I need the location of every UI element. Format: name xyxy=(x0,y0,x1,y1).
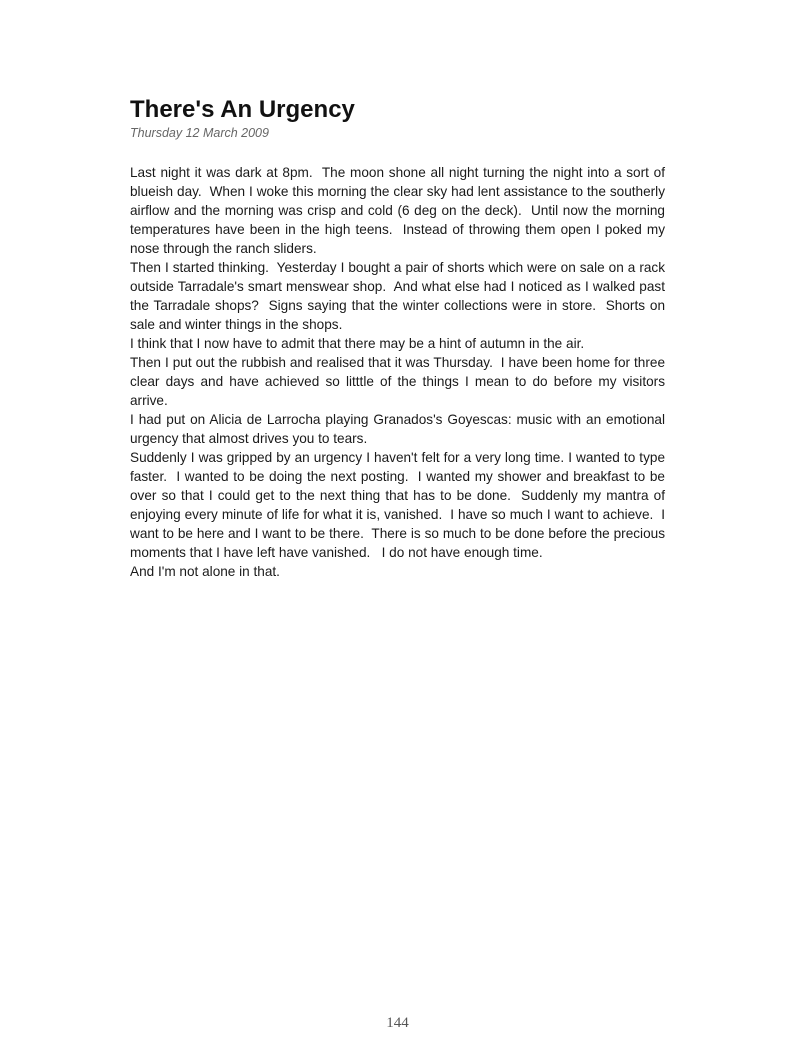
page-number: 144 xyxy=(386,1015,409,1031)
paragraph: I had put on Alicia de Larrocha playing Granados's Goyescas: music with an emotional urgency that almost drives you to tears. xyxy=(130,412,669,446)
page-title: There's An Urgency xyxy=(130,96,355,123)
paragraph: Suddenly I was gripped by an urgency I haven't felt for a very long time. I wanted to type faster. I wanted to be doing the next posting. I wanted my shower and breakfast to be over so that I could get to the next thing that has to be done. Suddenly my mantra of enjoying every minute of life for what it is, vanished. I have so much I want to achieve. I want to be here and I want to be there. There is so much to be done before the precious moments that I have left have vanished. I do not have enough time. xyxy=(130,450,669,560)
article-body xyxy=(130,163,669,581)
paragraph: Then I started thinking. Yesterday I bought a pair of shorts which were on sale on a rack outside Tarradale's smart menswear shop. And what else had I noticed as I walked past the Tarradale shops? Signs saying that the winter collections were in store. Shorts on sale and winter things in the shops. xyxy=(130,260,669,332)
paragraph: And I'm not alone in that. xyxy=(130,564,280,579)
paragraph: Then I put out the rubbish and realised that it was Thursday. I have been home for three clear days and have achieved so litttle of the things I mean to do before my visitors arrive. xyxy=(130,355,669,408)
post-header xyxy=(130,96,665,141)
paragraph: I think that I now have to admit that there may be a hint of autumn in the air. xyxy=(130,336,585,351)
paragraph: Last night it was dark at 8pm. The moon shone all night turning the night into a sort of blueish day. When I woke this morning the clear sky had lent assistance to the southerly airflow and the morning was crisp and cold (6 deg on the deck). Until now the morning temperatures have been in the high teens. Instead of throwing them open I poked my nose through the ranch sliders. xyxy=(130,165,669,256)
post-date: Thursday 12 March 2009 xyxy=(130,126,269,140)
page-footer xyxy=(0,1014,795,1032)
